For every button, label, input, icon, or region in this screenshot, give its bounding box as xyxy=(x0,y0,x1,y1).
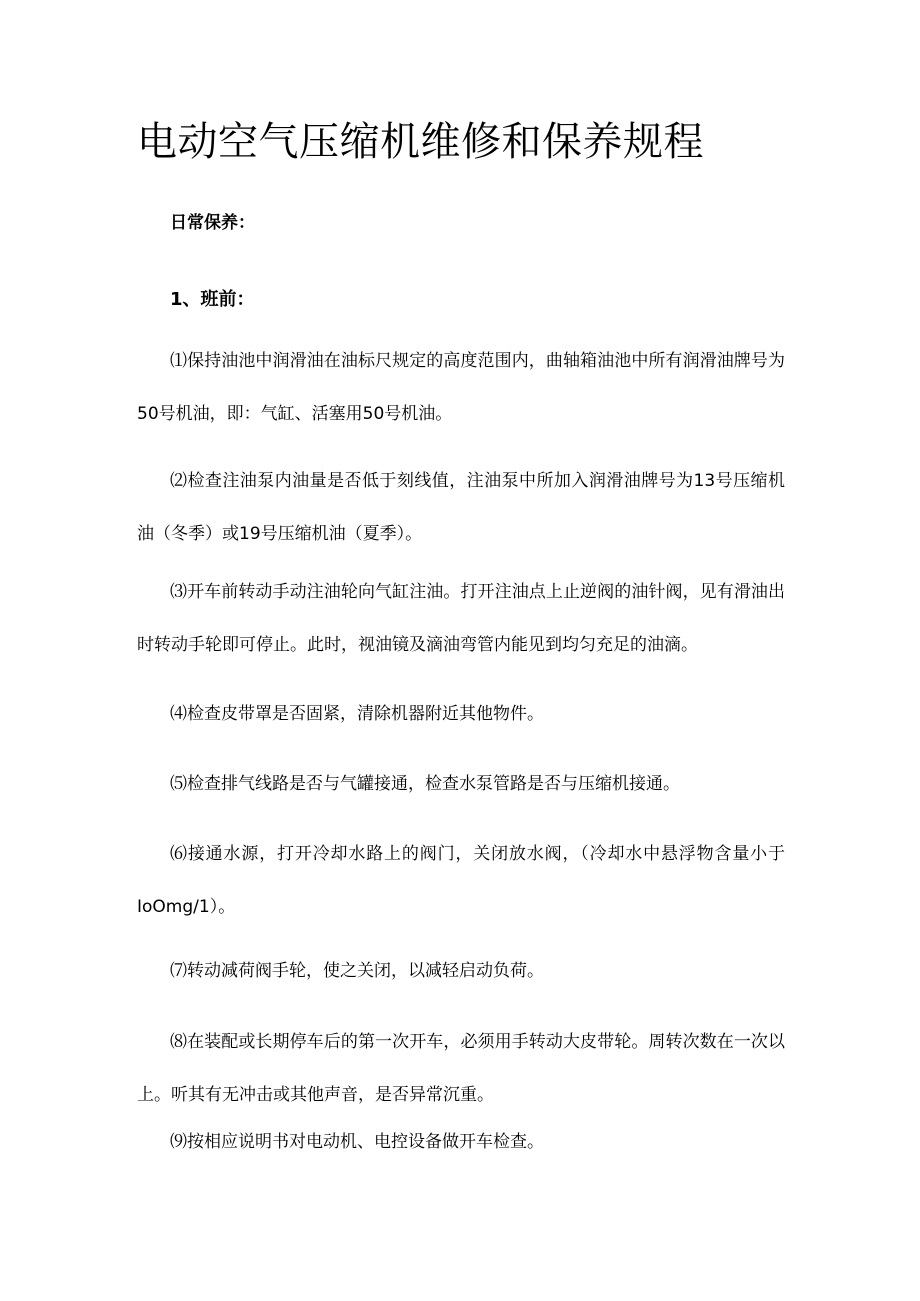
section-heading-daily-maintenance: 日常保养： xyxy=(170,213,255,233)
document-title: 电动空气压缩机维修和保养规程 xyxy=(137,119,704,165)
list-item: ⑴保持油池中润滑油在油标尺规定的高度范围内，曲轴箱油池中所有润滑油牌号为50号机油，即：气缸、活塞用50号机油。 xyxy=(137,351,785,424)
list-item: ⑵检查注油泵内油量是否低于刻线值，注油泵中所加入润滑油牌号为13号压缩机油（冬季）或19号压缩机油（夏季）。 xyxy=(137,471,785,544)
subsection-heading-before-shift: 1、班前： xyxy=(170,289,255,310)
list-item: ⑻在装配或长期停车后的第一次开车，必须用手转动大皮带轮。周转次数在一次以上。听其有无冲击或其他声音，是否异常沉重。 xyxy=(137,1032,785,1105)
list-item: ⑷检查皮带罩是否固紧，清除机器附近其他物件。 xyxy=(170,704,544,724)
list-item: ⑸检查排气线路是否与气罐接通，检查水泵管路是否与压缩机接通。 xyxy=(170,774,680,794)
list-item: ⑺转动减荷阀手轮，使之关闭，以减轻启动负荷。 xyxy=(170,961,544,981)
list-item: ⑶开车前转动手动注油轮向气缸注油。打开注油点上止逆阀的油针阀，见有滑油出时转动手轮即可停止。此时，视油镜及滴油弯管内能见到均匀充足的油滴。 xyxy=(137,582,785,655)
list-item: ⑼按相应说明书对电动机、电控设备做开车检查。 xyxy=(170,1132,544,1152)
list-item: ⑹接通水源，打开冷却水路上的阀门，关闭放水阀，（冷却水中悬浮物含量小于IoOmg/1）。 xyxy=(137,844,785,917)
